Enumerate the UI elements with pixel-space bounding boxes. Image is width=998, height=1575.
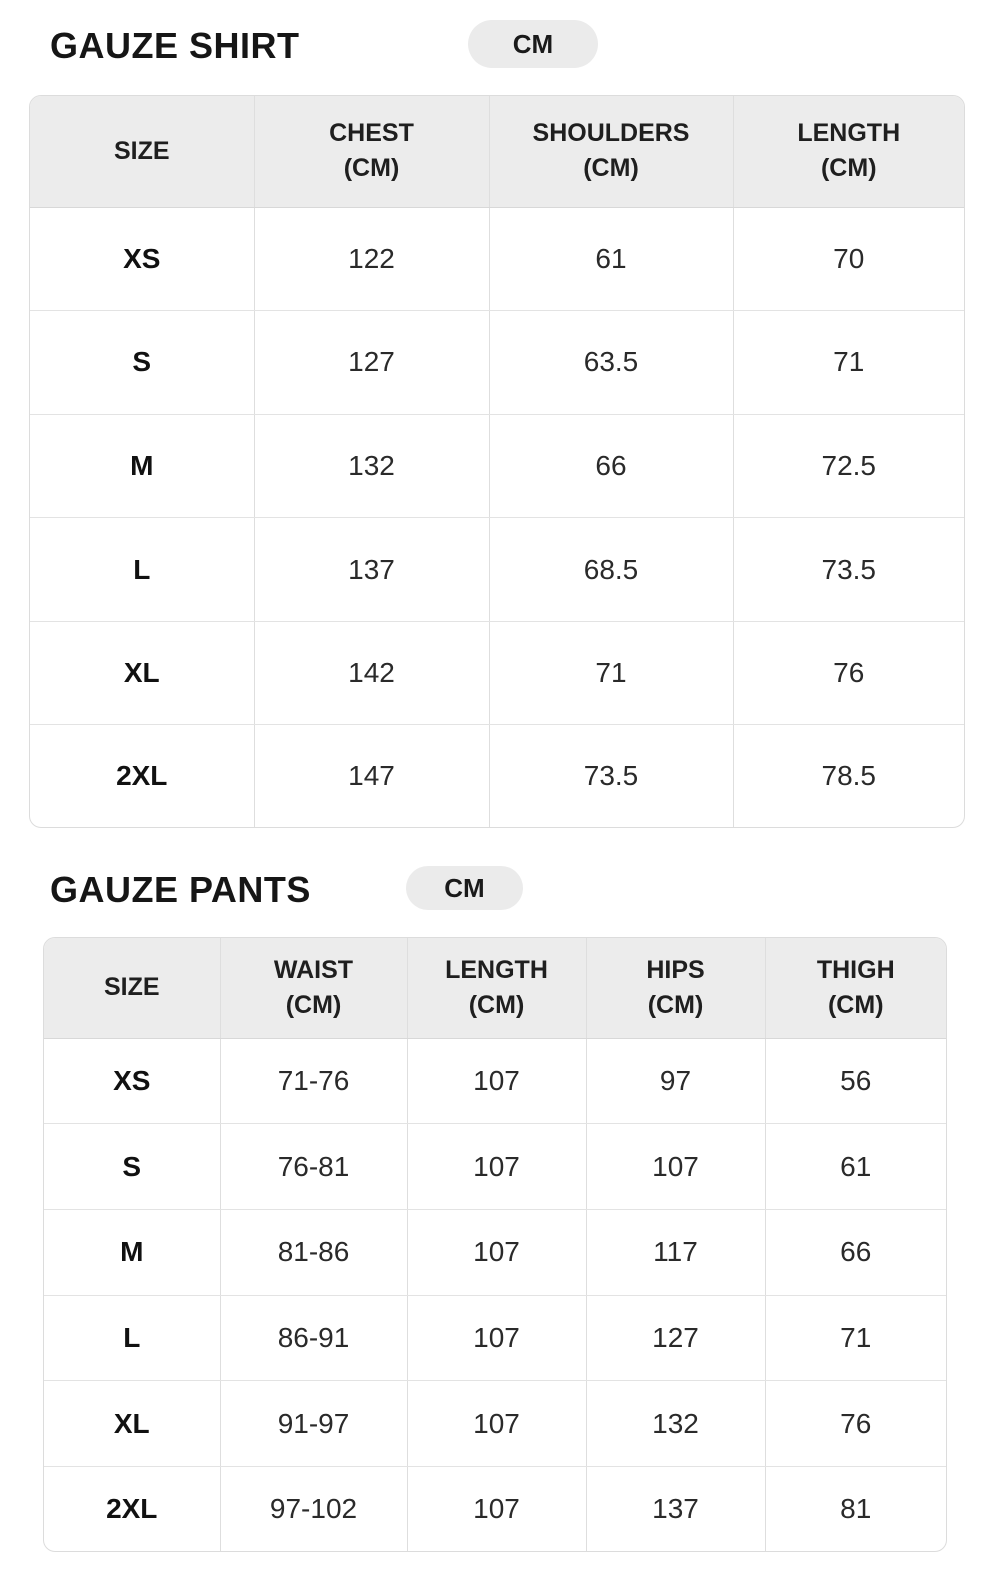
waist-cell: 97-102 [220, 1467, 407, 1551]
thigh-cell: 61 [765, 1124, 946, 1210]
chest-cell: 137 [254, 518, 489, 622]
size-cell: M [30, 414, 254, 518]
size-cell: L [44, 1295, 220, 1381]
table-row [30, 621, 964, 725]
length-cell: 70 [733, 207, 964, 311]
length-cell: 78.5 [821, 760, 876, 792]
shoulders-cell: 73.5 [489, 725, 733, 827]
chest-cell: 122 [254, 207, 489, 311]
hips-cell: 107 [586, 1124, 765, 1210]
size-cell: XL [44, 1381, 220, 1467]
waist-cell: 91-97 [220, 1381, 407, 1467]
pants-header-hips: HIPS (CM) [586, 938, 765, 1038]
table-row [44, 1381, 946, 1467]
shirt-unit-toggle[interactable]: CM [468, 20, 598, 68]
hips-cell: 117 [586, 1209, 765, 1295]
pants-title: GAUZE PANTS [50, 869, 311, 910]
size-cell: M [44, 1209, 220, 1295]
pants-unit-toggle[interactable]: CM [406, 866, 523, 910]
length-cell: 107 [407, 1209, 586, 1295]
hips-cell: 127 [586, 1295, 765, 1381]
chest-cell: 127 [254, 311, 489, 415]
size-cell: 2XL [30, 725, 254, 827]
size-cell: XS [44, 1038, 220, 1124]
length-cell: 72.5 [733, 414, 964, 518]
table-row [30, 311, 964, 415]
waist-cell: 86-91 [220, 1295, 407, 1381]
table-row [44, 1038, 946, 1124]
size-cell: XS [30, 207, 254, 311]
size-cell: 2XL [44, 1467, 220, 1551]
table-row [30, 518, 964, 622]
size-cell: L [30, 518, 254, 622]
length-cell: 107 [407, 1038, 586, 1124]
shoulders-cell: 63.5 [489, 311, 733, 415]
length-cell: 107 [407, 1381, 586, 1467]
shirt-header-size: SIZE [30, 96, 254, 207]
shirt-header-chest: CHEST (CM) [254, 96, 489, 207]
table-row [44, 1124, 946, 1210]
length-cell: 71 [733, 311, 964, 415]
length-cell: 73.5 [733, 518, 964, 622]
pants-header-size: SIZE [44, 938, 220, 1038]
shoulders-cell: 71 [489, 621, 733, 725]
waist-cell: 81-86 [220, 1209, 407, 1295]
waist-cell: 71-76 [220, 1038, 407, 1124]
hips-cell: 97 [586, 1038, 765, 1124]
size-cell: S [30, 311, 254, 415]
thigh-cell: 81 [840, 1493, 872, 1524]
chest-cell: 147 [254, 725, 489, 827]
waist-cell: 76-81 [220, 1124, 407, 1210]
pants-size-table [43, 937, 947, 1552]
thigh-cell: 71 [765, 1295, 946, 1381]
shirt-header-row [30, 96, 964, 207]
table-row [44, 1467, 946, 1551]
shirt-title: GAUZE SHIRT [50, 25, 300, 66]
length-cell: 107 [407, 1295, 586, 1381]
table-row [30, 414, 964, 518]
length-cell: 107 [407, 1124, 586, 1210]
pants-header-length: LENGTH (CM) [407, 938, 586, 1038]
hips-cell: 137 [586, 1467, 765, 1551]
pants-header-waist: WAIST (CM) [220, 938, 407, 1038]
length-cell: 107 [407, 1467, 586, 1551]
shirt-header-length: LENGTH (CM) [733, 96, 964, 207]
pants-header-row [44, 938, 946, 1038]
table-row [30, 725, 964, 827]
table-row [44, 1209, 946, 1295]
shirt-header-shoulders: SHOULDERS (CM) [489, 96, 733, 207]
thigh-cell: 56 [765, 1038, 946, 1124]
shoulders-cell: 66 [489, 414, 733, 518]
pants-header-thigh: THIGH (CM) [765, 938, 946, 1038]
shoulders-cell: 61 [489, 207, 733, 311]
shirt-size-table [29, 95, 965, 828]
size-cell: S [44, 1124, 220, 1210]
shoulders-cell: 68.5 [489, 518, 733, 622]
thigh-cell: 76 [765, 1381, 946, 1467]
thigh-cell: 66 [765, 1209, 946, 1295]
length-cell: 76 [733, 621, 964, 725]
table-row [44, 1295, 946, 1381]
chest-cell: 142 [254, 621, 489, 725]
hips-cell: 132 [586, 1381, 765, 1467]
table-row [30, 207, 964, 311]
chest-cell: 132 [254, 414, 489, 518]
size-cell: XL [30, 621, 254, 725]
